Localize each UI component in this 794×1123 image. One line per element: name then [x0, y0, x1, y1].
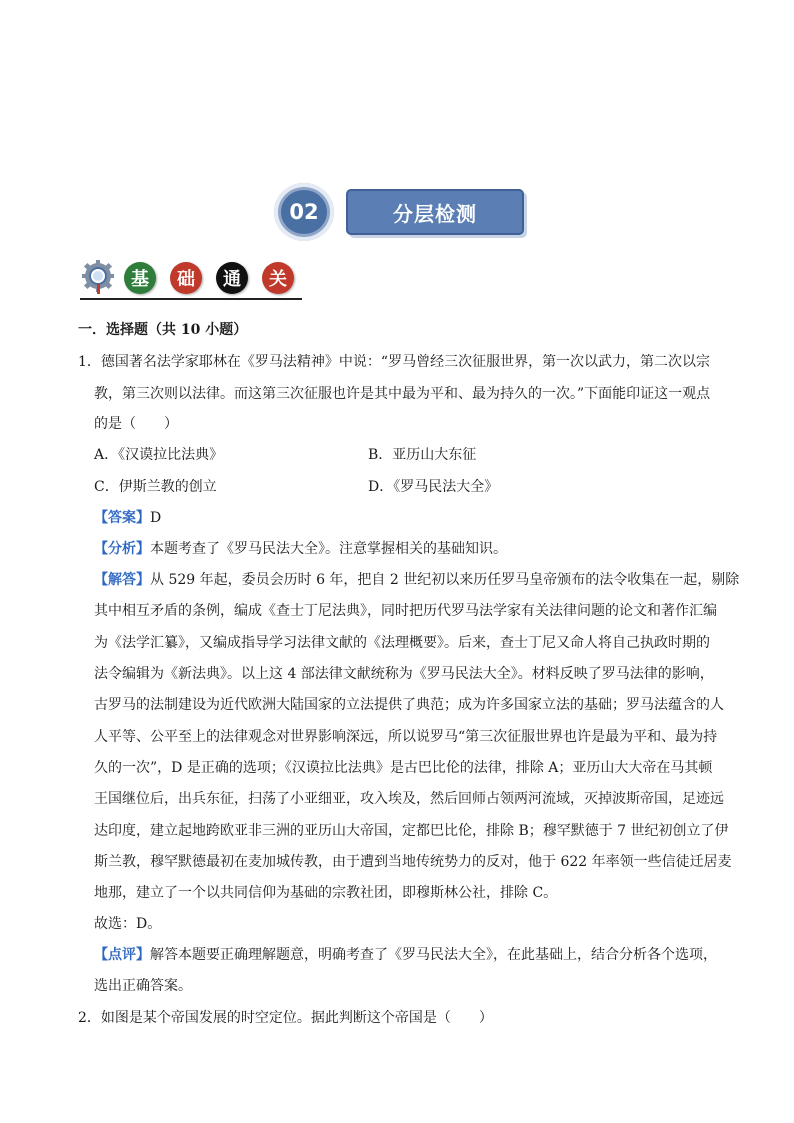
q1-comment-line-2: 选出正确答案。 — [94, 978, 192, 994]
q1-solution-line-11: 地那，建立了一个以共同信仰为基础的宗教社团，即穆斯林公社，排除 C。 — [94, 885, 558, 901]
answer-value: D — [150, 510, 162, 526]
q1-option-b: B．亚历山大东征 — [368, 447, 477, 463]
q1-solution-line-6: 人平等、公平至上的法律观念对世界影响深远，所以说罗马“第三次征服世界也许是最为平和、最为持 — [94, 729, 718, 745]
q1-solution-line-2: 其中相互矛盾的条例，编成《查士丁尼法典》，同时把历代罗马法学家有关法律问题的论文和著作汇编 — [94, 603, 717, 619]
q2-stem: 2．如图是某个帝国发展的时空定位。据此判断这个帝国是（ ） — [78, 1010, 493, 1026]
section-number-badge — [274, 183, 334, 241]
q1-solution-line-10: 斯兰教，穆罕默德最初在麦加城传教，由于遭到当地传统势力的反对，他于 622 年率领一些信徒迁居麦 — [94, 854, 732, 870]
sub-banner-char-4: 关 — [262, 262, 294, 294]
sub-banner-char-2: 础 — [170, 262, 202, 294]
q1-solution-line-9: 达印度，建立起地跨欧亚非三洲的亚历山大帝国，定都巴比伦，排除 B；穆罕默德于 7 世纪初创立了伊 — [94, 823, 729, 839]
comment-tag: 【点评】 — [94, 947, 150, 963]
q1-comment-line-1 — [94, 945, 717, 965]
q1-solution-line-4: 法令编辑为《新法典》。以上这 4 部法律文献统称为《罗马民法大全》。材料反映了罗马法律的影响， — [94, 666, 714, 682]
q1-option-c: C．伊斯兰教的创立 — [94, 479, 217, 495]
q1-stem-line-3: 的是（ ） — [94, 416, 178, 432]
q1-solution-line-1 — [94, 570, 739, 590]
q1-option-a: A．《汉谟拉比法典》 — [94, 447, 224, 463]
q1-solution-line-5: 古罗马的法制建设为近代欧洲大陆国家的立法提供了典范；成为许多国家立法的基础；罗马法蕴含的人 — [94, 697, 724, 713]
sub-banner-char-3: 通 — [216, 262, 248, 294]
analysis-text: 本题考查了《罗马民法大全》。注意掌握相关的基础知识。 — [150, 541, 507, 557]
q1-solution-line-3: 为《法学汇纂》，又编成指导学习法律文献的《法理概要》。后来，查士丁尼又命人将自己执政时期的 — [94, 635, 710, 651]
sub-banner-rule — [80, 298, 302, 300]
magnifier-gear-icon — [80, 260, 116, 296]
q1-option-d: D．《罗马民法大全》 — [368, 479, 499, 495]
answer-tag: 【答案】 — [94, 510, 150, 526]
section-banner — [274, 183, 524, 241]
q1-answer — [94, 508, 161, 528]
q1-solution-line-8: 王国继位后，出兵东征，扫荡了小亚细亚，攻入埃及，然后回师占领两河流域，灭掉波斯帝国，足迹远 — [94, 791, 724, 807]
q1-solution-line-7: 久的一次”，D 是正确的选项；《汉谟拉比法典》是古巴比伦的法律，排除 A；亚历山大大帝在马其顿 — [94, 760, 713, 776]
sub-banner — [80, 258, 302, 302]
section-title-box: 分层检测 — [346, 189, 524, 235]
solution-tag: 【解答】 — [94, 572, 150, 588]
q1-stem-line-2: 教，第三次则以法律。而这第三次征服也许是其中最为平和、最为持久的一次。”下面能印证这一观点 — [94, 386, 711, 402]
solution-text-1: 从 529 年起，委员会历时 6 年，把自 2 世纪初以来历任罗马皇帝颁布的法令收集在一起，剔除 — [150, 572, 740, 588]
section-heading: 一．选择题（共 10 小题） — [78, 322, 248, 338]
sub-banner-char-1: 基 — [124, 262, 156, 294]
analysis-tag: 【分析】 — [94, 541, 150, 557]
comment-text-1: 解答本题要正确理解题意，明确考查了《罗马民法大全》，在此基础上，结合分析各个选项， — [150, 947, 717, 963]
q1-analysis — [94, 539, 507, 559]
section-number: 02 — [281, 190, 327, 234]
q1-choice: 故选：D。 — [94, 916, 162, 932]
q1-stem-line-1: 1．德国著名法学家耶林在《罗马法精神》中说：“罗马曾经三次征服世界，第一次以武力，第二次以宗 — [78, 354, 711, 370]
